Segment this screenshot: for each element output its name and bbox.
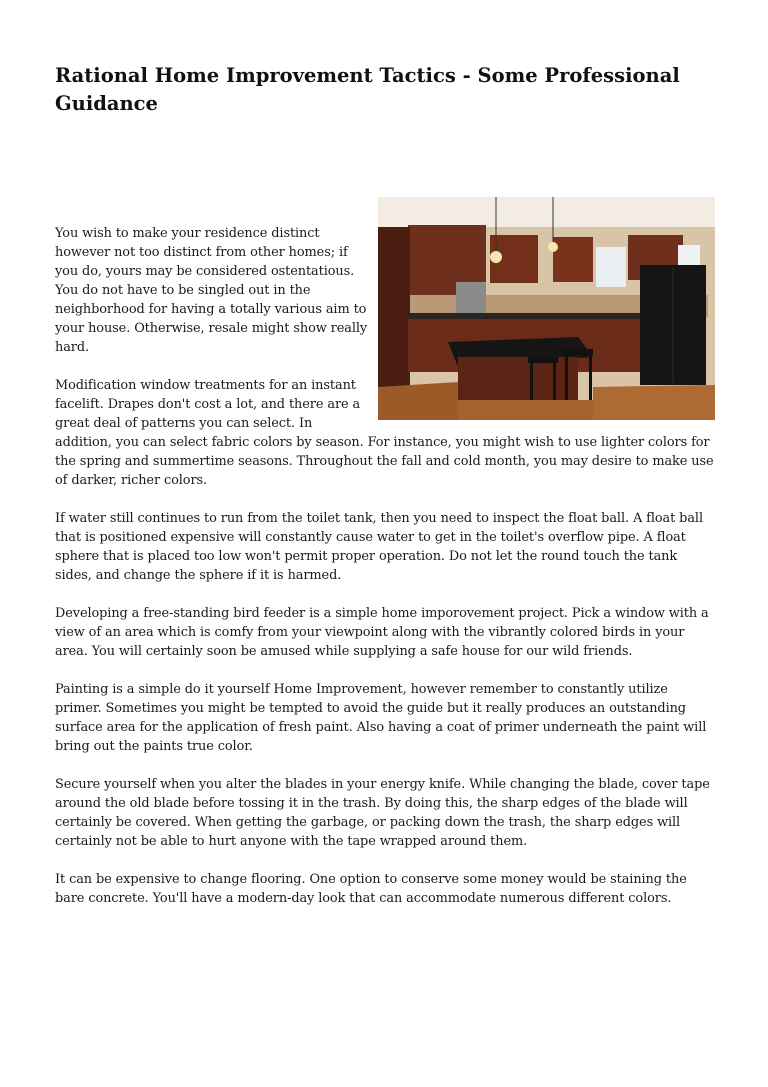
paragraph: Painting is a simple do it yourself Home Improvement, however remember to constantly utilize primer. Sometimes you might be tempted to avoid the guide but it really produces an outstanding surface area for the application of fresh paint. Also having a coat of primer underneath the paint will bring out the paints true color. [55, 682, 707, 754]
paragraph: If water still continues to run from the toilet tank, then you need to inspect the float ball. A float ball that is positioned expensive will constantly cause water to get in the toilet's overflow pipe. A float sphere that is placed too low won't permit proper operation. Do not let the round touch the tank sides, and change the sphere if it is harmed. [55, 511, 703, 583]
paragraph: It can be expensive to change flooring. One option to conserve some money would be staining the bare concrete. You'll have a modern-day look that can accommodate numerous different colors. [55, 872, 687, 906]
paragraph: Developing a free-standing bird feeder is a simple home imporovement project. Pick a window with a view of an area which is comfy from your viewpoint along with the vibrantly colored birds in your area. You will certainly soon be amused while supplying a safe house for our wild friends. [55, 606, 709, 659]
page-title: Rational Home Improvement Tactics - Some Professional Guidance [55, 64, 680, 115]
kitchen-photo [378, 197, 715, 420]
paragraph: Modification window treatments for an instant facelift. Drapes don't cost a lot, and there are a great deal of patterns you can select. In addition, you can select fabric colors by season. For instance, you might wish to use lighter colors for the spring and summertime seasons. Throughout the fall and cold month, you may desire to make use of darker, richer colors. [55, 378, 714, 488]
article-body [55, 224, 715, 927]
paragraph: You wish to make your residence distinct however not too distinct from other homes; if you do, yours may be considered ostentatious. You do not have to be singled out in the neighborhood for having a totally various aim to your house. Otherwise, resale might show really hard. [55, 226, 368, 355]
paragraph: Secure yourself when you alter the blades in your energy knife. While changing the blade, cover tape around the old blade before tossing it in the trash. By doing this, the sharp edges of the blade will certainly be covered. When getting the garbage, or packing down the trash, the sharp edges will certainly not be able to hurt anyone with the tape wrapped around them. [55, 777, 710, 849]
